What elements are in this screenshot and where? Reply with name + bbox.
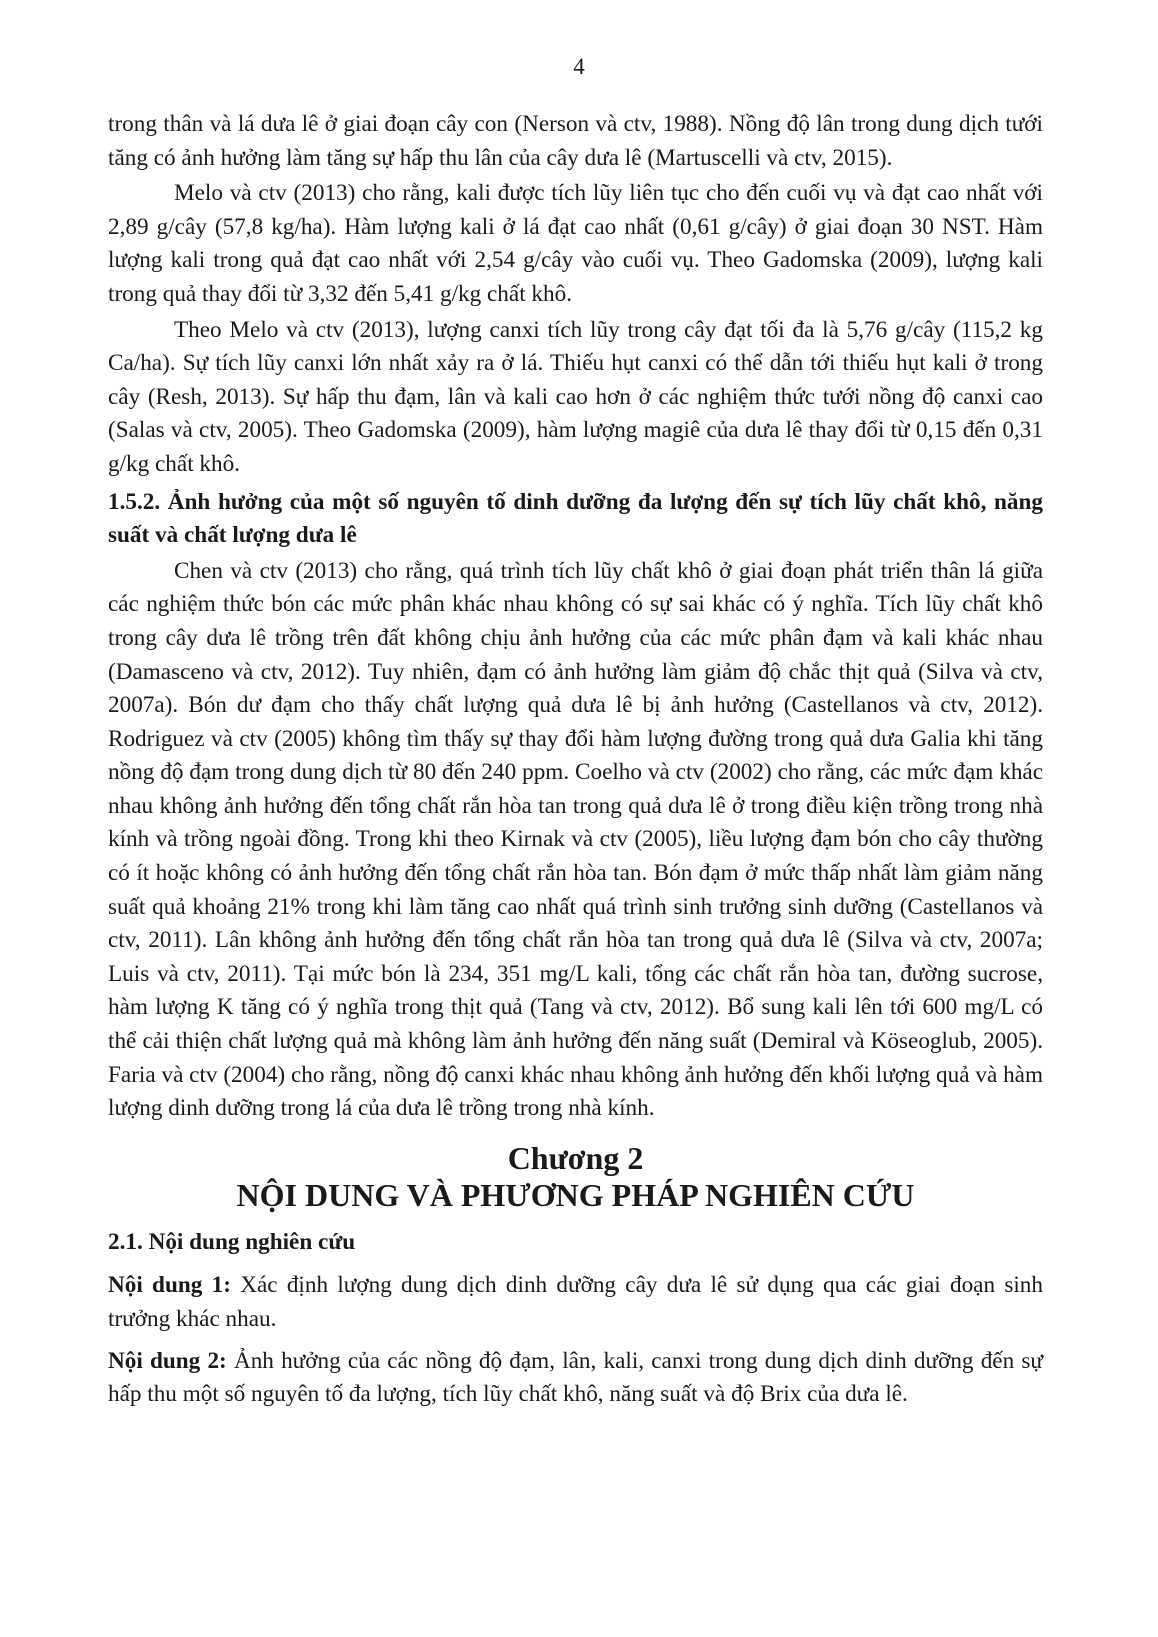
section-heading-2-1: 2.1. Nội dung nghiên cứu xyxy=(108,1228,356,1255)
research-item-label: Nội dung 1: xyxy=(108,1272,231,1299)
paragraph-kali: Melo và ctv (2013) cho rằng, kali được tích lũy liên tục cho đến cuối vụ và đạt cao nhất với 2,89 g/cây (57,8 kg/ha). Hàm lượng kali ở lá đạt cao nhất (0,61 g/cây) ở giai đoạn 30 NST. Hàm lượng kali trong quả đạt cao nhất với 2,54 g/cây vào cuối vụ. Theo Gadomska (2009), lượng kali trong quả thay đổi từ 3,32 đến 5,41 g/kg chất khô. xyxy=(108,180,1043,307)
chapter-title: NỘI DUNG VÀ PHƯƠNG PHÁP NGHIÊN CỨU xyxy=(236,1176,915,1213)
research-item xyxy=(108,1345,1043,1412)
page-content xyxy=(108,108,1043,1420)
research-item xyxy=(108,1269,1043,1336)
paragraph-canxi: Theo Melo và ctv (2013), lượng canxi tích lũy trong cây đạt tối đa là 5,76 g/cây (115,2 kg Ca/ha). Sự tích lũy canxi lớn nhất xảy ra ở lá. Thiếu hụt canxi có thể dẫn tới thiếu hụt kali ở trong cây (Resh, 2013). Sự hấp thu đạm, lân và kali cao hơn ở các nghiệm thức tưới nồng độ canxi cao (Salas và ctv, 2005). Theo Gadomska (2009), hàm lượng magiê của dưa lê thay đổi từ 0,15 đến 0,31 g/kg chất khô. xyxy=(108,316,1043,477)
research-item-text: Xác định lượng dung dịch dinh dưỡng cây dưa lê sử dụng qua các giai đoạn sinh trưởng khác nhau. xyxy=(108,1272,1043,1332)
research-item-text: Ảnh hưởng của các nồng độ đạm, lân, kali, canxi trong dung dịch dinh dưỡng đến sự hấp thu một số nguyên tố đa lượng, tích lũy chất khô, năng suất và độ Brix của dưa lê. xyxy=(108,1347,1043,1408)
research-item-label: Nội dung 2: xyxy=(108,1347,227,1374)
paragraph-section-1-5-2: Chen và ctv (2013) cho rằng, quá trình tích lũy chất khô ở giai đoạn phát triển thân lá giữa các nghiệm thức bón các mức phân khác nhau không có sự sai khác có ý nghĩa. Tích lũy chất khô trong cây dưa lê trồng trên đất không chịu ảnh hưởng của các mức phân đạm và kali khác nhau (Damasceno và ctv, 2012). Tuy nhiên, đạm có ảnh hưởng làm giảm độ chắc thịt quả (Silva và ctv, 2007a). Bón dư đạm cho thấy chất lượng quả dưa lê bị ảnh hưởng (Castellanos và ctv, 2012). Rodriguez và ctv (2005) không tìm thấy sự thay đổi hàm lượng đường trong quả dưa Galia khi tăng nồng độ đạm trong dung dịch từ 80 đến 240 ppm. Coelho và ctv (2002) cho rằng, các mức đạm khác nhau không ảnh hưởng đến tổng chất rắn hòa tan trong quả dưa lê ở trong điều kiện trồng trong nhà kính và trồng ngoài đồng. Trong khi theo Kirnak và ctv (2005), liều lượng đạm bón cho cây thường có ít hoặc không có ảnh hưởng đến tổng chất rắn hòa tan. Bón đạm ở mức thấp nhất làm giảm năng suất quả khoảng 21% trong khi làm tăng cao nhất quá trình sinh trưởng sinh dưỡng (Castellanos và ctv, 2011). Lân không ảnh hưởng đến tổng chất rắn hòa tan trong quả dưa lê (Silva và ctv, 2007a; Luis và ctv, 2011). Tại mức bón là 234, 351 mg/L kali, tổng các chất rắn hòa tan, đường sucrose, hàm lượng K tăng có ý nghĩa trong thịt quả (Tang và ctv, 2012). Bổ sung kali lên tới 600 mg/L có thể cải thiện chất lượng quả mà không làm ảnh hưởng đến năng suất (Demiral và Köseoglub, 2005). Faria và ctv (2004) cho rằng, nồng độ canxi khác nhau không ảnh hưởng đến khối lượng quả và hàm lượng dinh dưỡng trong lá của dưa lê trồng trong nhà kính. xyxy=(108,557,1043,1122)
page-number: 4 xyxy=(573,54,585,79)
paragraph-continuation: trong thân và lá dưa lê ở giai đoạn cây con (Nerson và ctv, 1988). Nồng độ lân trong dung dịch tưới tăng có ảnh hưởng làm tăng sự hấp thu lân của cây dưa lê (Martuscelli và ctv, 2015). xyxy=(108,111,1043,171)
section-heading-1-5-2: 1.5.2. Ảnh hưởng của một số nguyên tố dinh dưỡng đa lượng đến sự tích lũy chất khô, năng suất và chất lượng dưa lê xyxy=(108,488,1043,549)
chapter-number: Chương 2 xyxy=(507,1139,644,1176)
